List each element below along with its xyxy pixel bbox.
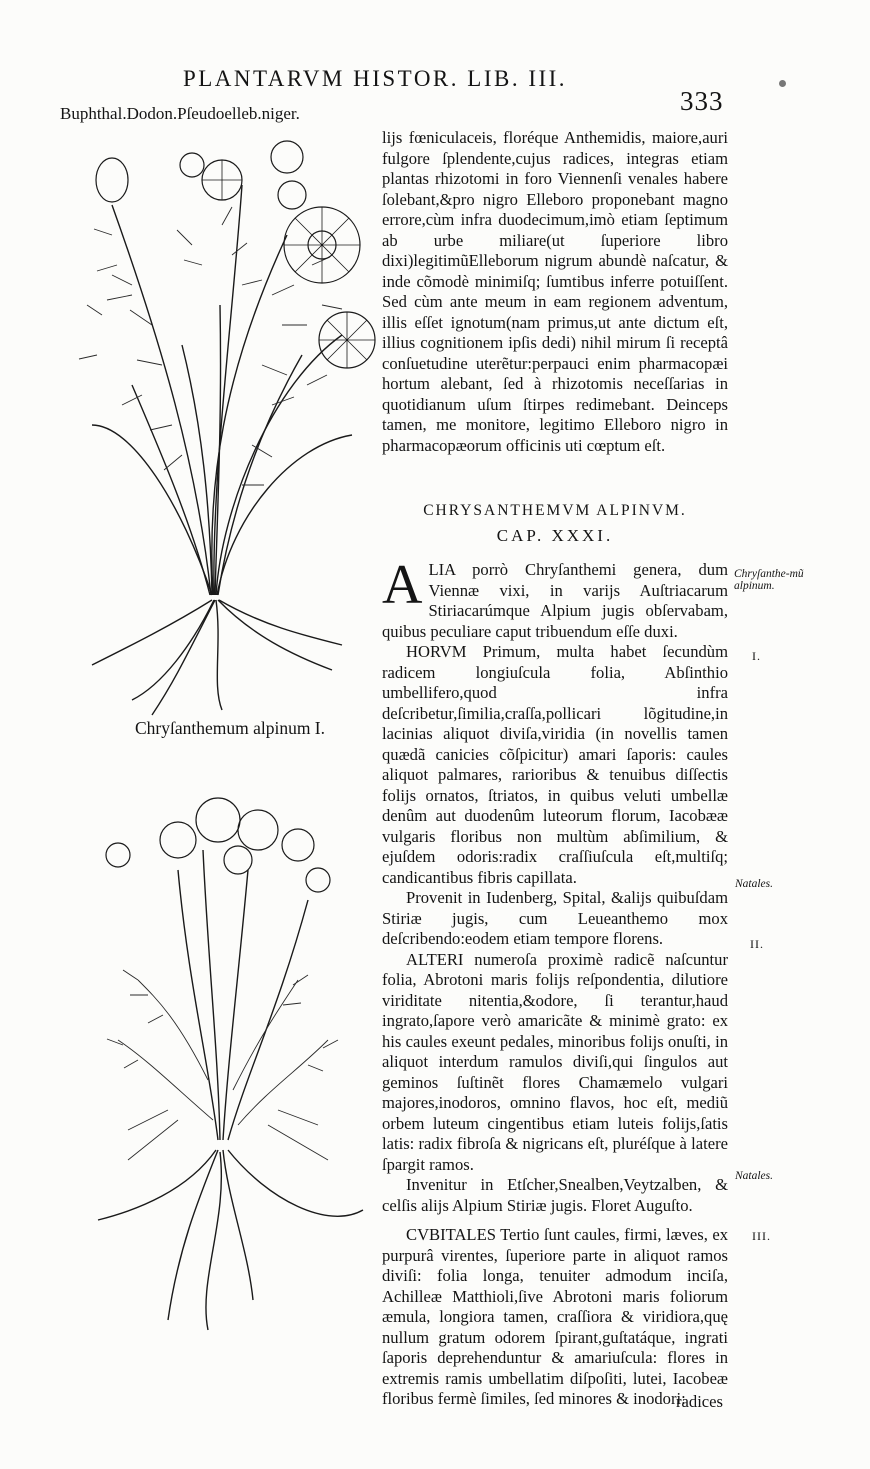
margin-numeral-3: III. (752, 1229, 771, 1243)
figure2-woodcut (78, 780, 378, 1340)
alia-paragraph (382, 554, 728, 642)
synonyms-line: Buphthal.Dodon.Pſeudoelleb.niger. (60, 104, 300, 123)
horum-paragraph: HORVM Primum, multa habet ſecundùm radicem longiuſcula folia, Abſinthio umbellifero,quod infra deſcribetur,ſimilia,craſſa,pollicari lõgitudine,in lacinias aliquot diviſa,viridia (in novellis tamen quædã canicies cõſpicitur) amari ſaporis: caules aliquot palmares, rarioribus & tenuibus diſſectis folijs ornatos, ſtriatos, in quibus veluti umbellæ denûm aut duodenûm luteorum florum, Iacobææ vulgaris floribus non multùm abſimilium, & ejuſdem odoris:radix craſſiuſcula eſt,multiſq; candicantibus fibris capillata. (382, 642, 728, 887)
figure1-caption: Chryſanthemum alpinum I. (134, 718, 326, 738)
margin-note-chrysanthemum: Chryſanthe-mũ alpinum. (734, 568, 804, 592)
provenit-paragraph: Provenit in Iudenberg, Spital, &alijs quibuſdam Stiriæ jugis, cum Leueanthemo mox deſcribendo:eodem etiam tempore florens. (382, 888, 728, 948)
chapter-title: CHRYSANTHEMVM ALPINVM. (423, 502, 687, 519)
drop-cap: A (382, 554, 423, 616)
top-paragraph (382, 128, 728, 456)
margin-note-natales-1: Natales. (735, 878, 774, 890)
top-paragraph-text: lijs fœniculaceis, floréque Anthemidis, maiore,auri fulgore ſplendente,cujus radices, integras etiam plantas rhizotomi in foro Viennenſi venales habere ſolebant,&pro nigro Elleboro proponebant magno errore,cùm infra duodecimum,imò etiam ſeptimum ab urbe miliare(ut ſuperiore libro dixi)legitimũElleborum nigrum abundè naſcatur, & inde cõmodè minimiſq; ſumtibus inferre potuiſſent. Sed cùm ante meum in eam regionem adventum, illis eſſet ignotum(nam primus,ut ante dictum eſt, illius cognitionem ipſis dedi) nihil mirum ſi receptâ conſuetudine uterẽtur:perpauci enim pharmacopæi hortum alebant, ſed à rhizotomis neceſſarias in quotidianum uſum ſtirpes redimebant. Deinceps tamen, me monitore, legitimo Elleboro nigro in pharmacopæorum officinis uti cœptum eſt. (382, 128, 728, 455)
running-head: PLANTARVM HISTOR. LIB. III. (182, 66, 568, 91)
chapter-body (382, 554, 728, 1216)
alia-paragraph-text: LIA porrò Chryſanthemi genera, dum Viennæ vixi, in varijs Auſtriacarum Stiriacarúmque Alpium jugis obſervabam, quibus peculiare caput tribuendum eſſe duxi. (382, 560, 728, 641)
ink-spot (779, 80, 786, 87)
cubitales-paragraph: CVBITALES Tertio ſunt caules, firmi, læves, ex purpurâ virentes, ſuperiore parte in aliquot ramos diviſi: folia longa, tenuiter admodum inciſa, Achilleæ Matthioli,ſive Abrotoni maris foliorum æmula, longiora tamen, craſſiora & viridiora,quę nullum gratum odorem ſpirant,guſtatáque, ingrati ſaporis deprehenduntur & amariuſcula: flores in extremis ramis umbellatim diſpoſiti, lutei, Iacobeæ floribus fermè ſimiles, ſed minores & inodori: (382, 1225, 728, 1408)
margin-numeral-2: II. (750, 937, 764, 951)
alteri-paragraph: ALTERI numeroſa proximè radicẽ naſcuntur folia, Abrotoni maris folijs reſpondentia, dilutiore viriditate nitentia,&odore, ſi terantur,haud ingrato,ſapore verò amaricãte & minimè grato: ex his caules exeunt pedales, minoribus folijs onuſti, in aliquot interdum ramulos diviſi,qui ſingulos aut geminos ſuſtinẽt flores Chamæmelo vulgari majores,inodoros, omnino flavos, hoc eſt, mediũ orbem luteum cingentibus etiam luteis folijs,ſatis latis: radix fibroſa & nigricans eſt, pluréſque à latere ſpargit ramos. (382, 949, 728, 1174)
catchword: radices (676, 1392, 723, 1411)
margin-note-natales-2: Natales. (735, 1170, 774, 1182)
invenitur-paragraph: Invenitur in Etſcher,Snealben,Veytzalben, & celſis alijs Alpium Stiriæ jugis. Floret Auguſto. (382, 1175, 728, 1215)
page-number: 333 (680, 86, 724, 116)
chapter-number: CAP. XXXI. (496, 526, 614, 545)
figure1-woodcut (72, 125, 372, 715)
margin-numeral-1: I. (752, 649, 761, 663)
